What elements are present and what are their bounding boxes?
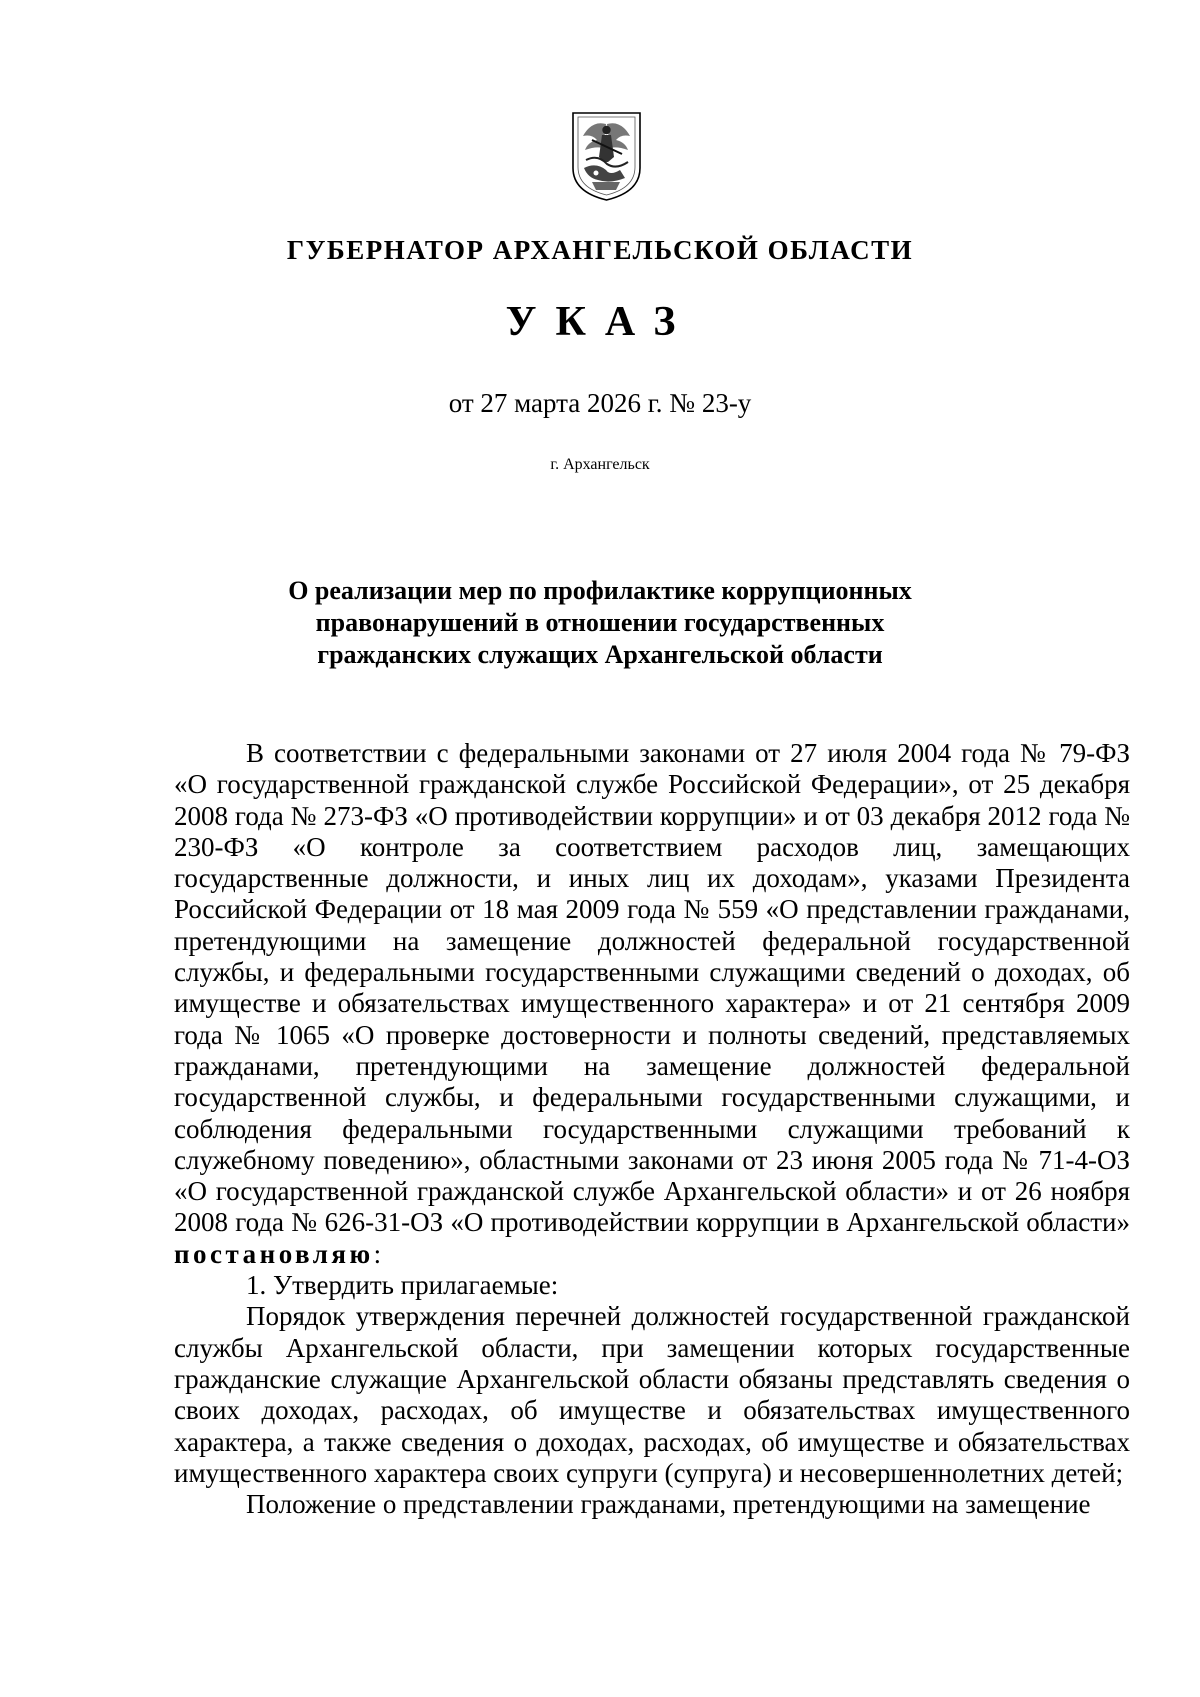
issuing-authority: ГУБЕРНАТОР АРХАНГЕЛЬСКОЙ ОБЛАСТИ	[286, 235, 914, 265]
document-city: г. Архангельск	[550, 456, 650, 473]
item-1: 1. Утвердить прилагаемые:	[246, 1270, 559, 1301]
title-line: правонарушений в отношении государственных	[315, 608, 885, 637]
document-body	[174, 738, 1130, 1520]
title-line: гражданских служащих Архангельской области	[317, 640, 883, 669]
coat-of-arms-icon	[570, 110, 643, 202]
item-1-regulation: Положение о представлении гражданами, претендующими на замещение	[246, 1489, 1091, 1520]
title-line: О реализации мер по профилактике коррупционных	[288, 576, 912, 605]
document-date-number: от 27 марта 2026 г. № 23-у	[448, 388, 752, 418]
preamble-paragraph	[174, 738, 1130, 1270]
decree-word: постановляю	[174, 1238, 374, 1269]
document-type: УКАЗ	[505, 299, 695, 345]
decree-colon: :	[373, 1238, 382, 1269]
document-title	[0, 575, 1200, 671]
item-1-procedure: Порядок утверждения перечней должностей государственной гражданской службы Архангельской области, при замещении которых государственные гражданские служащие Архангельской области обязаны представлять сведения о своих доходах, расходах, об имуществе и обязательствах имущественного характера, а также сведения о доходах, расходах, об имуществе и обязательствах имущественного характера своих супруги (супруга) и несовершеннолетних детей;	[174, 1301, 1130, 1488]
preamble-text: В соответствии с федеральными законами от 27 июля 2004 года № 79-ФЗ «О государственной гражданской службе Российской Федерации», от 25 декабря 2008 года № 273-ФЗ «О противодействии коррупции» и от 03 декабря 2012 года № 230-ФЗ «О контроле за соответствием расходов лиц, замещающих государственные должности, и иных лиц их доходам», указами Президента Российской Федерации от 18 мая 2009 года № 559 «О представлении гражданами, претендующими на замещение должностей федеральной государственной службы, и федеральными государственными служащими сведений о доходах, об имуществе и обязательствах имущественного характера» и от 21 сентября 2009 года № 1065 «О проверке достоверности и полноты сведений, представляемых гражданами, претендующими на замещение должностей федеральной государственной службы, и федеральными государственными служащими, и соблюдения федеральными государственными служащими требований к служебному поведению», областными законами от 23 июня 2005 года № 71-4-ОЗ «О государственной гражданской службе Архангельской области» и от 26 ноября 2008 года № 626-31-ОЗ «О противодействии коррупции в Архангельской области»	[174, 738, 1130, 1238]
